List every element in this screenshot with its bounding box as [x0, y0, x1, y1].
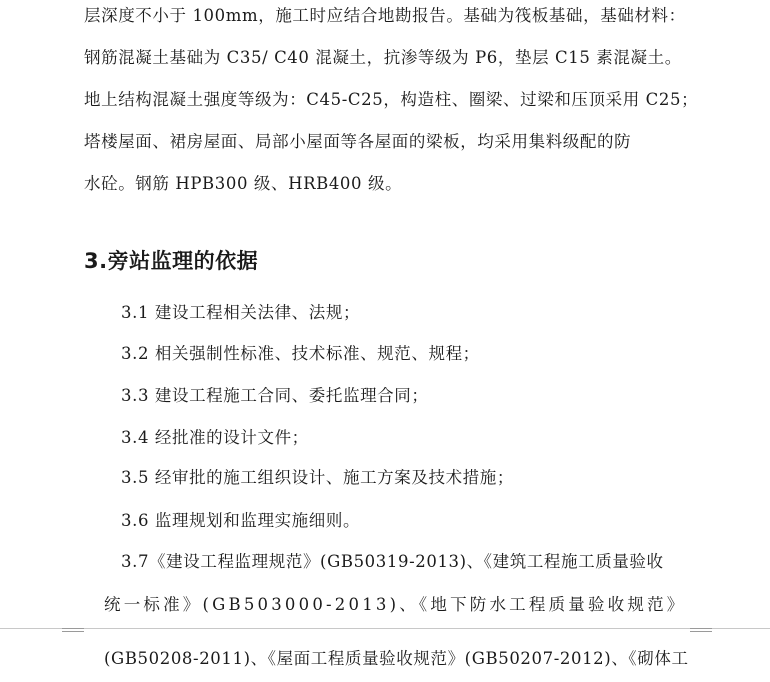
list-item-3-1: 3.1 建设工程相关法律、法规； — [121, 303, 361, 322]
intro-line-4: 塔楼屋面、裙房屋面、局部小屋面等各屋面的梁板，均采用集料级配的防 — [84, 132, 632, 151]
list-item-3-2: 3.2 相关强制性标准、技术标准、规范、规程； — [121, 344, 480, 363]
section-heading: 3.旁站监理的依据 — [84, 249, 259, 273]
list-item-3-4: 3.4 经批准的设计文件； — [121, 428, 309, 447]
intro-line-2: 钢筋混凝土基础为 C35/ C40 混凝土，抗渗等级为 P6，垫层 C15 素混凝土。 — [84, 48, 682, 67]
intro-line-5: 水砼。钢筋 HPB300 级、HRB400 级。 — [84, 174, 403, 193]
list-item-3-6: 3.6 监理规划和监理实施细则。 — [121, 511, 361, 530]
page-break-line — [0, 628, 770, 629]
intro-line-1: 层深度不小于 100mm，施工时应结合地勘报告。基础为筏板基础，基础材料： — [84, 6, 686, 25]
page-corner-mark-left — [62, 626, 84, 634]
list-item-3-7-line-1: 3.7《建设工程监理规范》(GB50319-2013)、《建筑工程施工质量验收 — [121, 552, 664, 571]
list-item-3-7-line-2: 统一标准》(GB503000-2013)、《地下防水工程质量验收规范》 — [104, 595, 687, 614]
list-item-3-3: 3.3 建设工程施工合同、委托监理合同； — [121, 386, 429, 405]
list-item-3-5: 3.5 经审批的施工组织设计、施工方案及技术措施； — [121, 468, 514, 487]
page-corner-mark-right — [690, 626, 712, 634]
list-item-3-7-line-3: (GB50208-2011)、《屋面工程质量验收规范》(GB50207-2012)、《砌体工 — [104, 649, 689, 668]
intro-line-3: 地上结构混凝土强度等级为：C45-C25，构造柱、圈梁、过梁和压顶采用 C25； — [84, 90, 699, 109]
